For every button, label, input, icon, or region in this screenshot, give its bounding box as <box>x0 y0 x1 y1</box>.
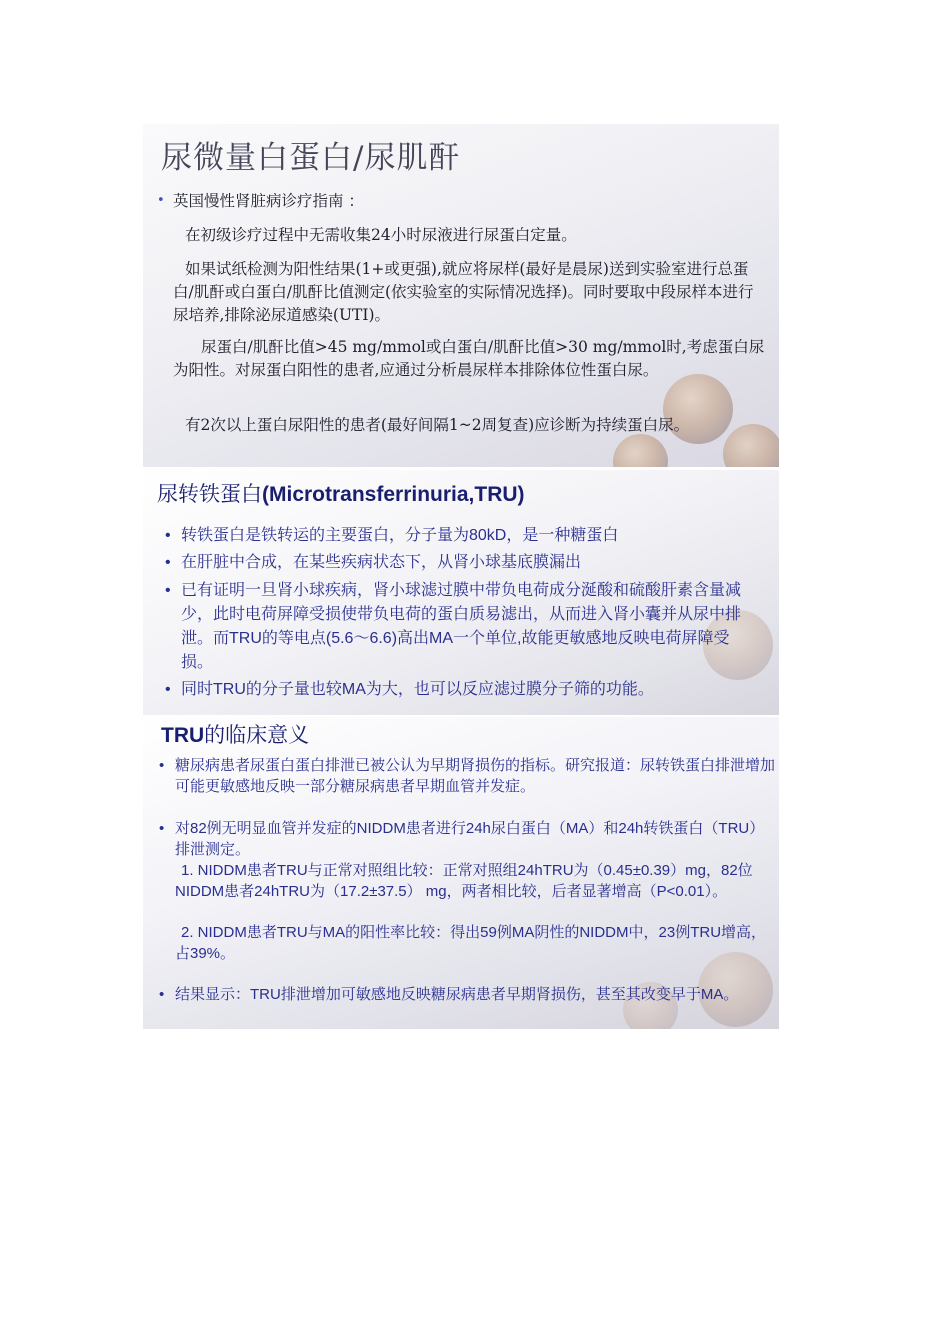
sub-item: 1. NIDDM患者TRU与正常对照组比较：正常对照组24hTRU为（0.45±0.39）mg，82位 NIDDM患者24hTRU为（17.2±37.5） mg，两者相比较，后者显著增高（P<0.01）。 <box>175 862 753 900</box>
slide-urine-albumin-creatinine <box>143 124 779 467</box>
bullet-dot-icon: • <box>157 193 165 208</box>
list-item: • 结果显示：TRU排泄增加可敏感地反映糖尿病患者早期肾损伤，甚至其改变早于MA。 <box>159 984 775 1005</box>
slide-title: 尿微量白蛋白/尿肌酐 <box>161 140 461 176</box>
guideline-heading: 英国慢性肾脏病诊疗指南 ： <box>173 192 364 210</box>
slide-microtransferrinuria <box>143 470 779 715</box>
list-item: • 在肝脏中合成，在某些疾病状态下，从肾小球基底膜漏出 <box>165 551 761 575</box>
decorative-orb <box>613 434 668 467</box>
slide-title <box>161 719 309 749</box>
title-chinese: 尿转铁蛋白 <box>157 483 262 506</box>
paragraph: 有2次以上蛋白尿阳性的患者(最好间隔1~2周复查)应诊断为持续蛋白尿。 <box>185 416 690 434</box>
paragraph: 如果试纸检测为阳性结果(1+或更强),就应将尿样(最好是晨尿)送到实验室进行总蛋白/肌酐或白蛋白/肌酐比值测定(依实验室的实际情况选择)。同时要取中段尿样本进行尿培养,排除泌尿道感染(UTI)。 <box>173 260 754 324</box>
list-item: • 同时TRU的分子量也较MA为大，也可以反应滤过膜分子筛的功能。 <box>165 678 761 702</box>
list-item: • 对82例无明显血管并发症的NIDDM患者进行24h尿白蛋白（MA）和24h转铁蛋白（TRU）排泄测定。 <box>159 818 775 860</box>
paragraph: 在初级诊疗过程中无需收集24小时尿液进行尿蛋白定量。 <box>185 226 577 244</box>
list-item: • 已有证明一旦肾小球疾病，肾小球滤过膜中带负电荷成分涎酸和硫酸肝素含量减少，此时电荷屏障受损使带负电荷的蛋白质易滤出，从而进入肾小囊并从尿中排泄。而TRU的等电点(5.6～6.6)高出MA一个单位,故能更敏感地反映电荷屏障受损。 <box>165 579 761 675</box>
sub-item: 2. NIDDM患者TRU与MA的阳性率比较：得出59例MA阴性的NIDDM中，23例TRU增高，占39%。 <box>175 924 767 962</box>
slide-title <box>157 478 525 508</box>
slide-tru-clinical-significance <box>143 717 779 1029</box>
paragraph: 尿蛋白/肌酐比值>45 mg/mmol或白蛋白/肌酐比值>30 mg/mmol时,考虑蛋白尿为阳性。对尿蛋白阳性的患者,应通过分析晨尿样本排除体位性蛋白尿。 <box>173 338 765 379</box>
title-english: TRU <box>161 724 205 747</box>
title-english: (Microtransferrinuria,TRU) <box>262 483 525 506</box>
title-chinese: 的临床意义 <box>204 724 310 747</box>
list-item: • 糖尿病患者尿蛋白蛋白排泄已被公认为早期肾损伤的指标。研究报道：尿转铁蛋白排泄增加可能更敏感地反映一部分糖尿病患者早期血管并发症。 <box>159 755 775 797</box>
list-item: • 转铁蛋白是铁转运的主要蛋白，分子量为80kD，是一种糖蛋白 <box>165 524 761 548</box>
